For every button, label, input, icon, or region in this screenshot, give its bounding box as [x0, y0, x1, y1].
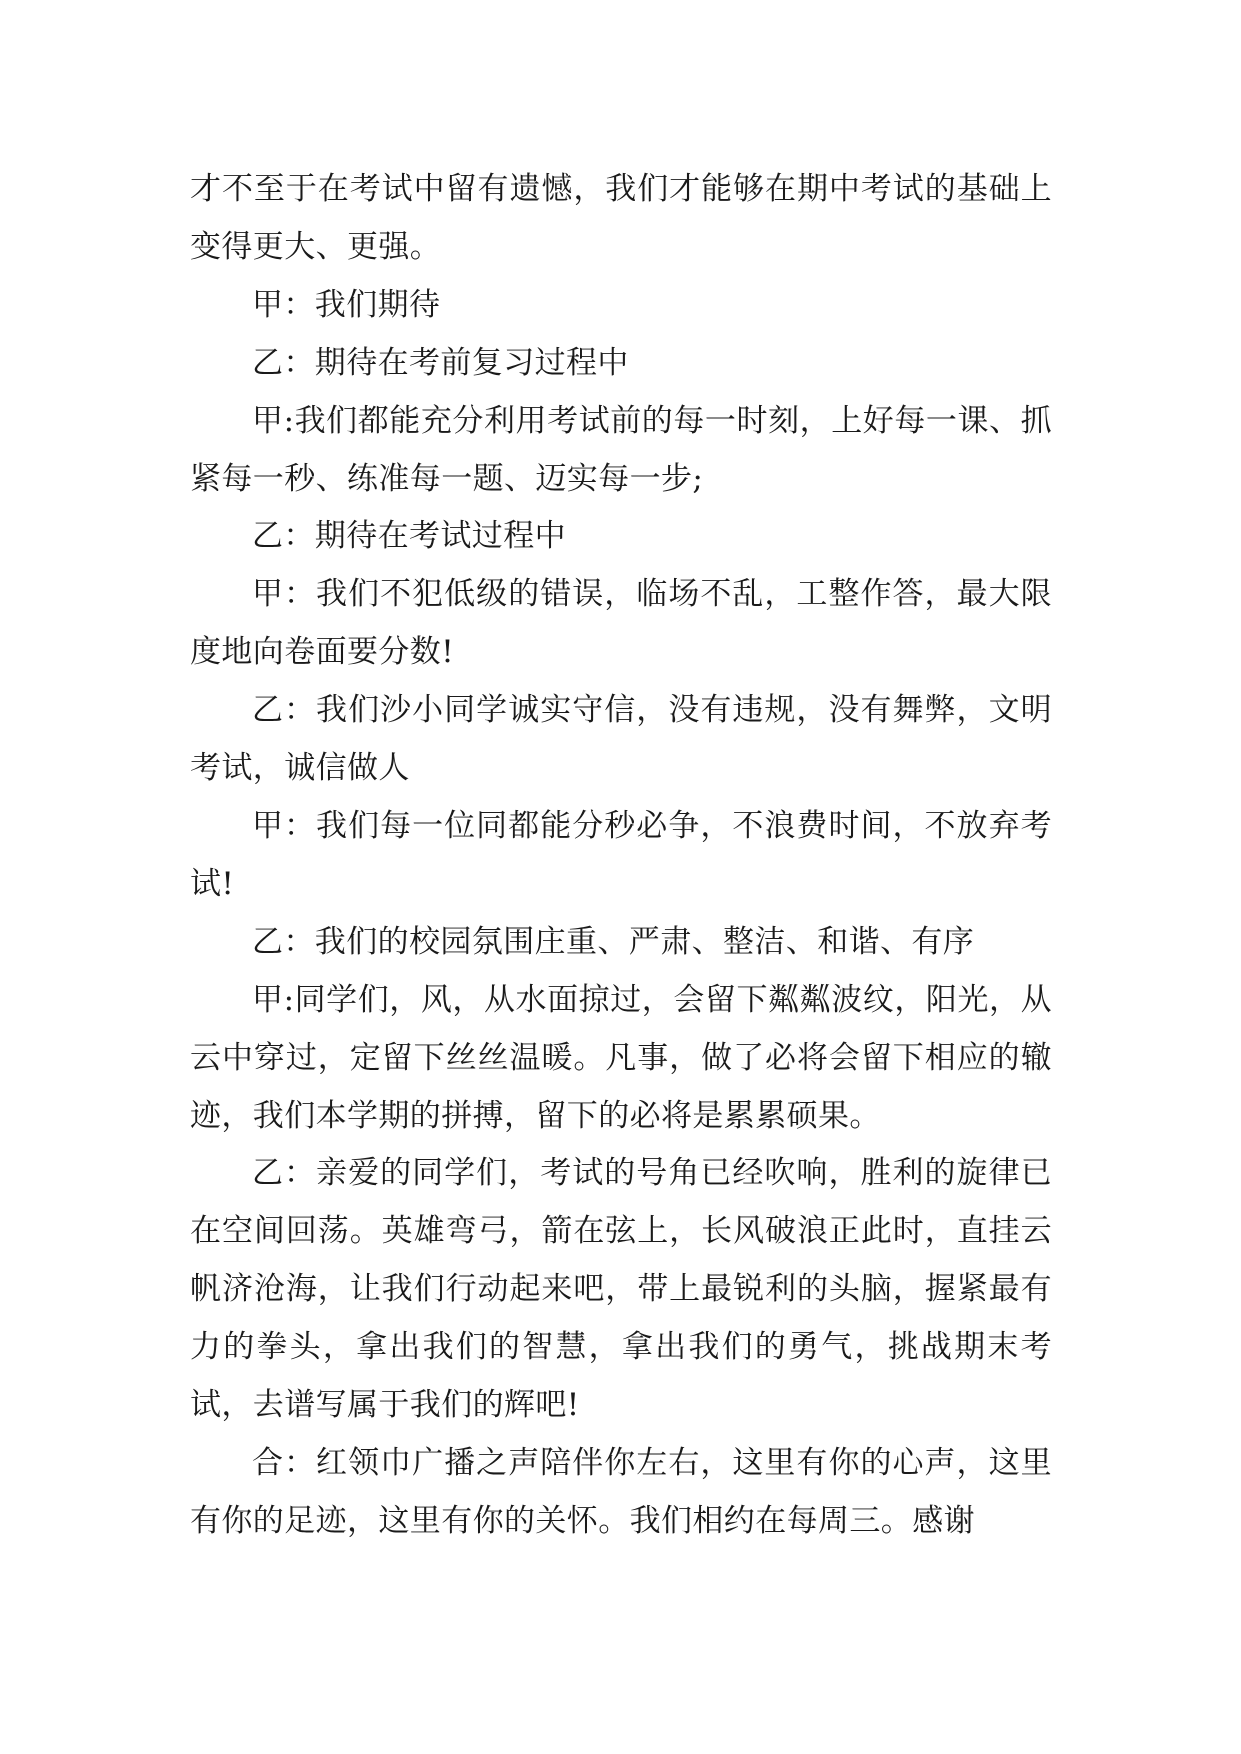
paragraph: 甲:同学们，风，从水面掠过，会留下粼粼波纹，阳光，从云中穿过，定留下丝丝温暖。凡事，做了必将会留下相应的辙迹，我们本学期的拼搏，留下的必将是累累硕果。 [190, 981, 1052, 1134]
paragraph: 甲：我们期待 [252, 286, 441, 323]
paragraph: 乙：期待在考试过程中 [252, 518, 566, 555]
paragraph: 乙：我们沙小同学诚实守信，没有违规，没有舞弊，文明考试，诚信做人 [190, 692, 1052, 787]
paragraph: 甲:我们都能充分利用考试前的每一时刻，上好每一课、抓紧每一秒、练准每一题、迈实每一步; [190, 402, 1052, 497]
paragraph: 乙：期待在考前复习过程中 [252, 344, 629, 381]
paragraph: 才不至于在考试中留有遗憾，我们才能够在期中考试的基础上变得更大、更强。 [190, 171, 1052, 265]
paragraph: 合：红领巾广播之声陪伴你左右，这里有你的心声，这里有你的足迹，这里有你的关怀。我们相约在每周三。感谢 [190, 1444, 1052, 1539]
document-body [190, 161, 1052, 1551]
paragraph: 乙：我们的校园氛围庄重、严肃、整洁、和谐、有序 [252, 923, 975, 960]
paragraph: 乙：亲爱的同学们，考试的号角已经吹响，胜利的旋律已在空间回荡。英雄弯弓，箭在弦上，长风破浪正此时，直挂云帆济沧海，让我们行动起来吧，带上最锐利的头脑，握紧最有力的拳头，拿出我们的智慧，拿出我们的勇气，挑战期末考试，去谱写属于我们的辉吧! [190, 1155, 1052, 1424]
paragraph: 甲：我们不犯低级的错误，临场不乱，工整作答，最大限度地向卷面要分数! [190, 576, 1052, 671]
paragraph: 甲：我们每一位同都能分秒必争，不浪费时间，不放弃考试! [190, 807, 1052, 902]
